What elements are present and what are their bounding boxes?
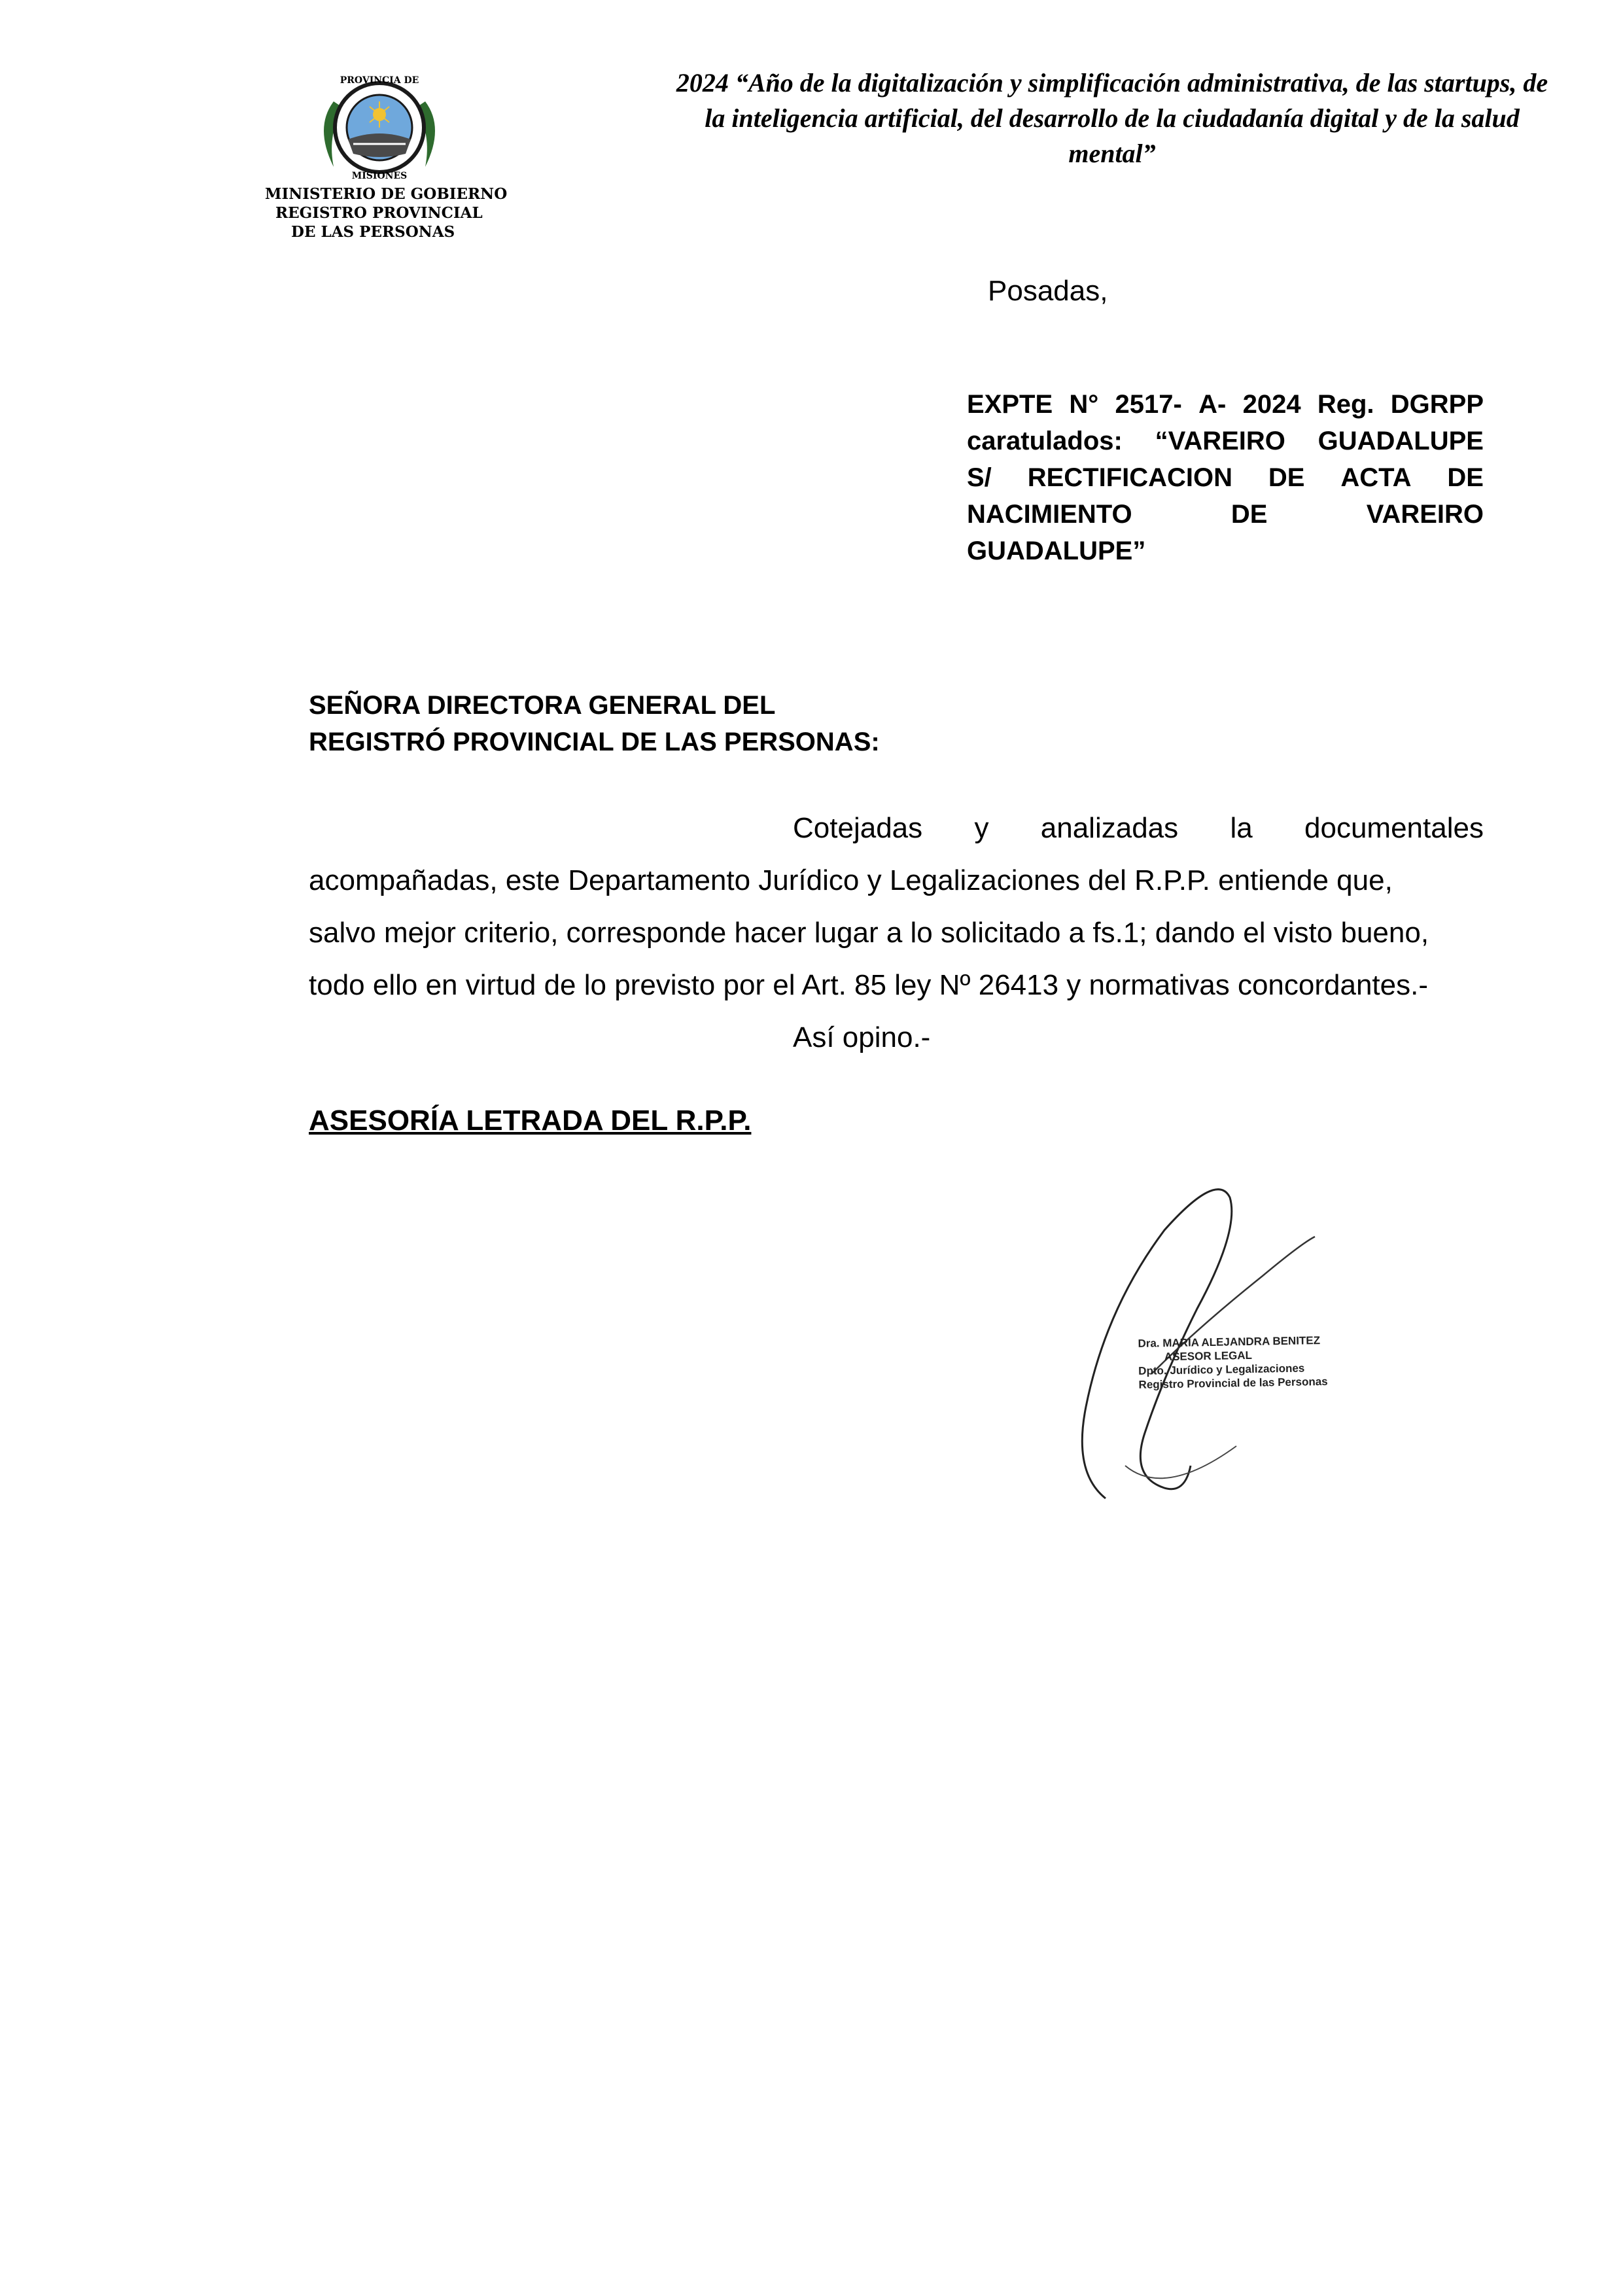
case-reference-line: GUADALUPE” [967, 537, 1146, 565]
signoff-title: ASESORÍA LETRADA DEL R.P.P. [309, 1104, 752, 1137]
addressee [309, 687, 880, 760]
addressee-line-1: SEÑORA DIRECTORA GENERAL DEL [309, 691, 776, 720]
ministry-name: MINISTERIO DE GOBIERNO REGISTRO PROVINCIAL DE LAS PERSONAS [265, 185, 508, 241]
svg-text:PROVINCIA DE: PROVINCIA DE [340, 75, 419, 86]
case-reference-word: DE [1230, 500, 1268, 529]
case-reference-word: NACIMIENTO [967, 500, 1132, 529]
closing-phrase: Así opino.- [793, 1021, 931, 1053]
case-reference-word: Reg. [1317, 390, 1374, 419]
case-reference-word: DE [1268, 463, 1305, 492]
case-reference-line [967, 459, 1484, 496]
case-reference-word: GUADALUPE [1318, 427, 1484, 455]
addressee-line-2: REGISTRÓ PROVINCIAL DE LAS PERSONAS: [309, 728, 880, 756]
body-line-3: salvo mejor criterio, corresponde hacer lugar a lo solicitado a fs.1; dando el visto bueno, [309, 917, 1429, 949]
case-reference-word: EXPTE [967, 390, 1053, 419]
case-reference-word: “VAREIRO [1155, 427, 1285, 455]
body-word: Cotejadas [793, 812, 923, 844]
case-reference-line [967, 386, 1484, 423]
body-line-1 [309, 802, 1484, 855]
stamp-line-4: Registro Provincial de las Personas [1138, 1375, 1328, 1391]
case-reference-line [967, 423, 1484, 459]
year-motto: 2024 “Año de la digitalización y simplificación administrativa, de las startups, de la inteligencia artificial, del desarrollo de la ciudadanía digital y de la salud mental” [676, 68, 1548, 168]
stamp-line-1: Dra. MARIA ALEJANDRA BENITEZ [1138, 1334, 1321, 1350]
case-reference-word: DGRPP [1390, 390, 1484, 419]
case-reference-word: 2517- [1115, 390, 1182, 419]
case-reference-word: A- [1198, 390, 1227, 419]
signature-stamp [1138, 1333, 1354, 1392]
body-word: y [974, 812, 989, 844]
case-reference-word: S/ [967, 463, 992, 492]
body-word: la [1230, 812, 1253, 844]
stamp-line-2: ASESOR LEGAL [1164, 1349, 1253, 1364]
case-reference [967, 386, 1484, 569]
province-seal-logo [307, 62, 451, 186]
case-reference-word: DE [1447, 463, 1484, 492]
stamp-line-3: Dpto. Jurídico y Legalizaciones [1138, 1362, 1305, 1377]
body-paragraph [309, 802, 1484, 1064]
case-reference-word: N° [1069, 390, 1099, 419]
body-word: documentales [1304, 812, 1484, 844]
svg-text:MISIONES: MISIONES [351, 171, 408, 181]
place-date: Posadas, [988, 275, 1108, 307]
body-line-2 [309, 855, 1484, 907]
body-word: analizadas [1040, 812, 1179, 844]
body-line-4: todo ello en virtud de lo previsto por el Art. 85 ley Nº 26413 y normativas concordantes.- [309, 969, 1428, 1001]
case-reference-word: RECTIFICACION [1027, 463, 1233, 492]
case-reference-word: caratulados: [967, 427, 1123, 455]
case-reference-line [967, 496, 1484, 533]
case-reference-word: ACTA [1340, 463, 1412, 492]
case-reference-word: 2024 [1242, 390, 1301, 419]
case-reference-word: VAREIRO [1366, 500, 1484, 529]
body-line-2-text: acompañadas, este Departamento Jurídico y Legalizaciones del R.P.P. entiende que, [309, 864, 1393, 896]
